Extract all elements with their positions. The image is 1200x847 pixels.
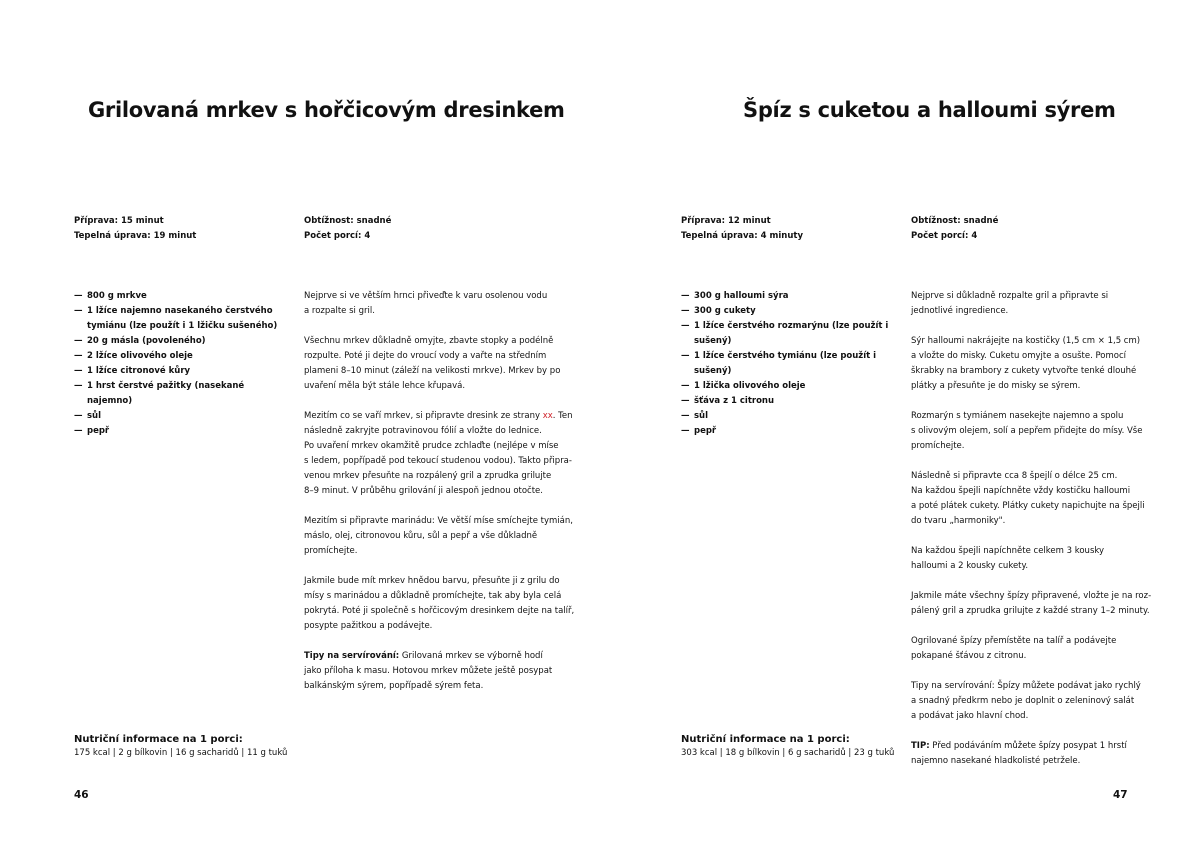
ingredient-item: — sůl bbox=[681, 411, 709, 421]
page-number: 47 bbox=[1113, 789, 1128, 801]
method-paragraph: Všechnu mrkev důkladně omyjte, zbavte stopky a podélně rozpulte. Poté ji dejte do vroucí vody a vařte na středním plameni 8–10 minut (záleží na velikosti mrkve). Mrkev by po uvaření měla být stále lehce křupavá. bbox=[304, 336, 561, 391]
nutrition-info bbox=[74, 733, 287, 759]
servings: Počet porcí: 4 bbox=[304, 231, 371, 241]
method-paragraph: Následně si připravte cca 8 špejlí o délce 25 cm. Na každou špejli napíchněte vždy kostičku halloumi a poté plátek cukety. Plátky cukety napichujte na špejli do tvaru „harmoniky". bbox=[911, 471, 1145, 526]
ingredient-item: — 2 lžíce olivového oleje bbox=[74, 351, 193, 361]
ingredient-item: — 1 lžíce najemno nasekaného čerstvého tymiánu (lze použít i 1 lžičku sušeného) bbox=[74, 306, 278, 331]
difficulty: Obtížnost: snadné bbox=[304, 216, 392, 226]
prep-time: Příprava: 15 minut bbox=[74, 216, 164, 226]
method-text bbox=[304, 289, 575, 709]
prep-time: Příprava: 12 minut bbox=[681, 216, 771, 226]
ingredient-item: — pepř bbox=[681, 426, 717, 436]
page-reference: xx bbox=[542, 411, 553, 421]
prep-info bbox=[74, 214, 196, 244]
serving-tip: Tipy na servírování: Grilovaná mrkev se výborně hodí jako příloha k masu. Hotovou mrkev můžete ještě posypat balkánským sýrem, popřípadě sýrem feta. bbox=[304, 651, 553, 691]
nutrition-heading: Nutriční informace na 1 porci: bbox=[74, 734, 243, 745]
ingredient-item: — šťáva z 1 citronu bbox=[681, 396, 775, 406]
method-paragraph: Rozmarýn s tymiánem nasekejte najemno a spolu s olivovým olejem, solí a pepřem přidejte do mísy. Vše promíchejte. bbox=[911, 411, 1143, 451]
ingredient-item: — 300 g cukety bbox=[681, 306, 756, 316]
ingredient-item: — 300 g halloumi sýra bbox=[681, 291, 789, 301]
method-paragraph: Jakmile bude mít mrkev hnědou barvu, přesuňte ji z grilu do mísy s marinádou a důkladně promíchejte, tak aby byla celá pokrytá. Poté ji společně s hořčicovým dresinkem dejte na talíř, posypte pažitkou a podávejte. bbox=[304, 576, 575, 631]
ingredient-item: — 1 lžíce čerstvého rozmarýnu (lze použít i sušený) bbox=[681, 321, 889, 346]
ingredient-list bbox=[74, 289, 289, 439]
method-paragraph: Sýr halloumi nakrájejte na kostičky (1,5 cm × 1,5 cm) a vložte do misky. Cuketu omyjte a osušte. Pomocí škrabky na brambory z cukety vytvořte tenké dlouhé plátky a přesuňte je do misky se sýrem. bbox=[911, 336, 1141, 391]
nutrition-values: 303 kcal | 18 g bílkovin | 6 g sacharidů | 23 g tuků bbox=[681, 748, 895, 758]
ingredient-item: — 1 lžíce čerstvého tymiánu (lze použít i sušený) bbox=[681, 351, 877, 376]
difficulty-info bbox=[911, 214, 998, 244]
recipe-title: Špíz s cuketou a halloumi sýrem bbox=[743, 98, 1116, 122]
ingredient-item: — 20 g másla (povoleného) bbox=[74, 336, 206, 346]
method-paragraph: Nejprve si ve větším hrnci přiveďte k varu osolenou vodu a rozpalte si gril. bbox=[304, 291, 548, 316]
nutrition-info bbox=[681, 733, 894, 759]
ingredient-item: — 1 hrst čerstvé pažitky (nasekané najemno) bbox=[74, 381, 245, 406]
method-paragraph: Mezitím co se vaří mrkev, si připravte dresink ze strany xx. Ten následně zakryjte potravinovou fólií a vložte do lednice. Po uvaření mrkev okamžitě prudce zchlaďte (nejlépe v míse s ledem, popřípadě pod tekoucí studenou vodou). Takto připra- venou mrkev přesuňte na rozpálený gril a zprudka grilujte 8–9 minut. V průběhu grilování ji alespoň jednou otočte. bbox=[304, 411, 573, 496]
method-text bbox=[911, 289, 1152, 784]
nutrition-values: 175 kcal | 2 g bílkovin | 16 g sacharidů | 11 g tuků bbox=[74, 748, 288, 758]
method-paragraph: Mezitím si připravte marinádu: Ve větší míse smíchejte tymián, máslo, olej, citronovou kůru, sůl a pepř a vše důkladně promíchejte. bbox=[304, 516, 573, 556]
difficulty-info bbox=[304, 214, 391, 244]
ingredient-item: — pepř bbox=[74, 426, 110, 436]
page-number: 46 bbox=[74, 789, 89, 801]
recipe-title: Grilovaná mrkev s hořčicovým dresinkem bbox=[88, 98, 565, 122]
ingredient-item: — 800 g mrkve bbox=[74, 291, 147, 301]
cook-time: Tepelná úprava: 19 minut bbox=[74, 231, 197, 241]
ingredient-item: — 1 lžička olivového oleje bbox=[681, 381, 806, 391]
prep-info bbox=[681, 214, 803, 244]
serving-tip: TIP: Před podáváním můžete špízy posypat 1 hrstí najemno nasekané hladkolisté petrželе. bbox=[911, 741, 1127, 766]
ingredient-list bbox=[681, 289, 903, 439]
right-page bbox=[600, 0, 1200, 847]
ingredient-item: — sůl bbox=[74, 411, 102, 421]
ingredient-item: — 1 lžíce citronové kůry bbox=[74, 366, 191, 376]
cook-time: Tepelná úprava: 4 minuty bbox=[681, 231, 803, 241]
method-paragraph: Nejprve si důkladně rozpalte gril a připravte si jednotlivé ingredience. bbox=[911, 291, 1109, 316]
nutrition-heading: Nutriční informace na 1 porci: bbox=[681, 734, 850, 745]
method-paragraph: Jakmile máte všechny špízy připravené, vložte je na roz- pálený gril a zprudka grilujte z každé strany 1–2 minuty. bbox=[911, 591, 1152, 616]
servings: Počet porcí: 4 bbox=[911, 231, 978, 241]
method-paragraph: Na každou špejli napíchněte celkem 3 kousky halloumi a 2 kousky cukety. bbox=[911, 546, 1105, 571]
method-paragraph: Ogrilované špízy přemístěte na talíř a podávejte pokapané šťávou z citronu. bbox=[911, 636, 1117, 661]
difficulty: Obtížnost: snadné bbox=[911, 216, 999, 226]
method-paragraph: Tipy na servírování: Špízy můžete podávat jako rychlý a snadný předkrm nebo je doplnit o zeleninový salát a podávat jako hlavní chod. bbox=[911, 681, 1141, 721]
